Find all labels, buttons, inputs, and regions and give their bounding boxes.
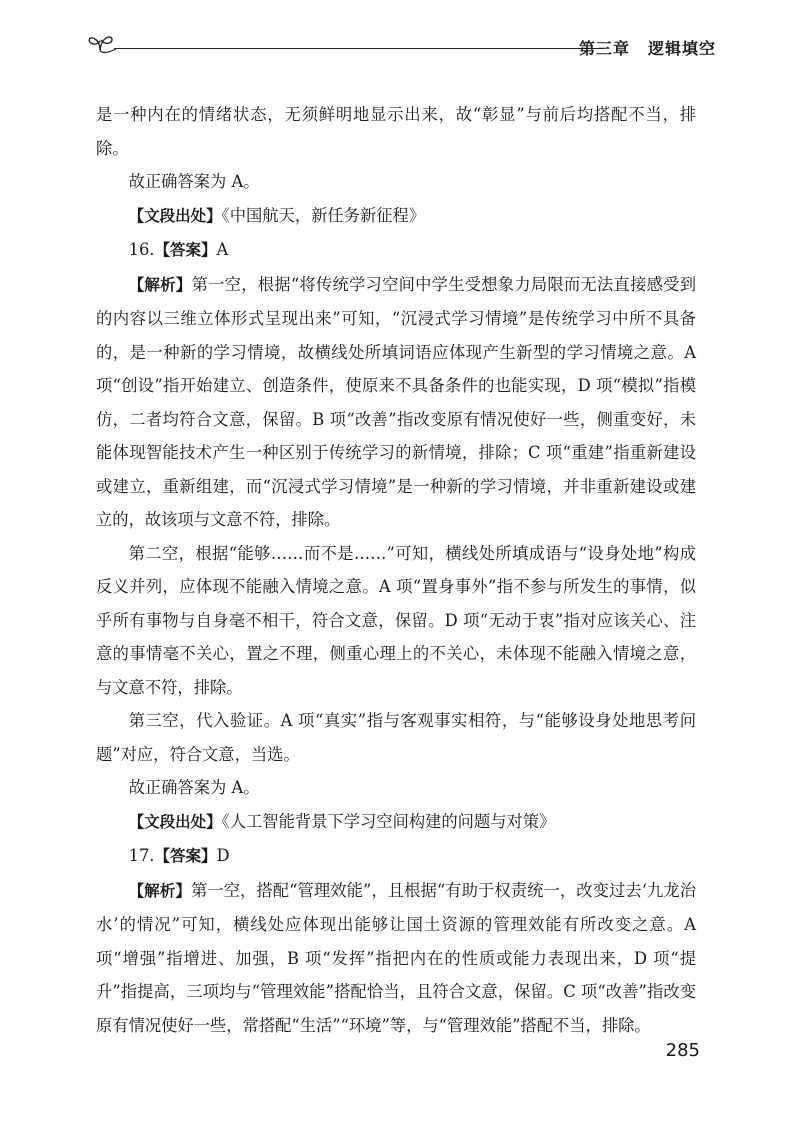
source-title: 《人工智能背景下学习空间构建的问题与对策》 [221,811,556,831]
answer-line: 故正确答案为 A。 [128,172,260,191]
question-answer-17 [96,839,696,874]
running-header [86,28,716,60]
source-line [96,805,696,840]
analysis-text: 第一空，根据“将传统学习空间中学生受想象力局限而无法直接感受到的内容以三维立体形式呈现出来”可知，“沉浸式学习情境”是传统学习中所不具备的，是一种新的学习情境，故横线处所填词语应体现产生新型的学习情境之意。A 项“创设”指开始建立、创造条件，使原来不具备条件的也能实现，D 项“模拟”指模仿，二者均符合文意，保留。B 项“改善”指改变原有情况使好一些，侧重变好，未能体现智能技术产生一种区别于传统学习的新情境，排除；C 项“重建”指重新建设或建立，重新组建，而“沉浸式学习情境”是一种新的学习情境，并非重新建设或建立的，故该项与文意不符，排除。 [96,274,696,529]
analysis-paragraph [96,874,696,1043]
source-tag: 【文段出处】 [128,812,222,831]
answer-value: D [216,846,230,865]
body-paragraph: 第二空，根据“能够……而不是……”可知，横线处所填成语与“设身处地”构成反义并列，应体现不能融入情境之意。A 项“置身事外”指不参与所发生的事情，似乎所有事物与自身毫不相干，符合文意，保留。D 项“无动于衷”指对应该关心、注意的事情毫不关心，置之不理，侧重心理上的不关心，未体现不能融入情境之意，与文意不符，排除。 [96,543,696,697]
question-number: 16. [128,240,155,259]
body-line: 是一种内在的情绪状态，无须鲜明地显示出来，故“彰显”与前后均搭配不当，排除。 [96,105,696,158]
question-answer-16 [96,233,696,268]
body-paragraph: 第三空，代入验证。A 项“真实”指与客观事实相符，与“能够设身处地思考问题”对应，符合文意，当选。 [96,711,696,764]
question-number: 17. [128,846,155,865]
answer-line: 故正确答案为 A。 [128,778,260,797]
header-rule [114,48,604,49]
analysis-text: 第一空，搭配“管理效能”，且根据“有助于权责统一，改变过去‘九龙治水’的情况”可知，横线处应体现出能够让国土资源的管理效能有所改变之意。A 项“增强”指增进、加强，B 项“发挥”指把内在的性质或能力表现出来，D 项“提升”指提高，三项均与“管理效能”搭配恰当，且符合文意，保留。C 项“改善”指改变原有情况使好一些，常搭配“生活”“环境”等，与“管理效能”搭配不当，排除。 [96,880,696,1035]
chapter-number: 第三章 [578,39,630,58]
page-number: 285 [665,1040,700,1061]
analysis-tag: 【解析】 [128,275,192,294]
source-line [96,199,696,234]
analysis-tag: 【解析】 [128,881,191,900]
section-title: 逻辑填空 [647,39,716,58]
answer-tag: 【答案】 [154,847,217,865]
sprout-icon [86,28,116,58]
answer-value: A [216,240,229,259]
source-tag: 【文段出处】 [128,206,222,225]
source-title: 《中国航天，新任务新征程》 [221,205,426,225]
chapter-title [579,36,716,59]
answer-tag: 【答案】 [154,241,217,259]
analysis-paragraph [96,268,696,537]
page-body [96,98,696,1042]
